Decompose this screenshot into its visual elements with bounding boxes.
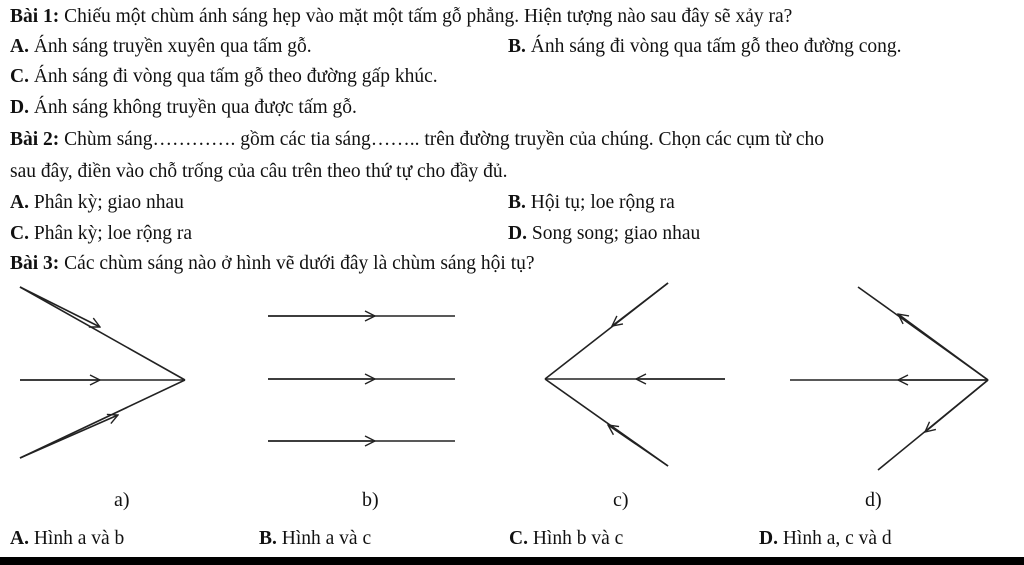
q2-option-a — [10, 190, 184, 216]
q1-title: Bài 1: — [10, 6, 60, 27]
diagram-d-diverging-beam — [790, 287, 988, 470]
q1-option-c-text: Ánh sáng đi vòng qua tấm gỗ theo đường gấp khúc. — [28, 66, 438, 87]
diagram-c-ray-bottom-arrow — [608, 425, 668, 466]
q2-text-line2: sau đây, điền vào chỗ trống của câu trên theo thứ tự cho đầy đủ. — [10, 161, 508, 182]
diagram-d-ray-bottom-arrow — [925, 380, 988, 432]
q3-title: Bài 3: — [10, 253, 60, 274]
q3-text: Các chùm sáng nào ở hình vẽ dưới đây là chùm sáng hội tụ? — [59, 253, 535, 274]
q1-option-b — [508, 34, 902, 60]
q2-stem-line1 — [10, 127, 824, 153]
q2-title: Bài 2: — [10, 129, 60, 150]
q3-option-d-letter: D. — [759, 528, 778, 549]
q1-option-b-letter: B. — [508, 36, 526, 57]
diagram-a-ray-top-arrow — [20, 287, 100, 327]
q2-option-d-letter: D. — [508, 223, 527, 244]
q1-stem — [10, 4, 792, 30]
q3-option-a-text: Hình a và b — [28, 528, 125, 549]
q2-option-d — [508, 221, 700, 247]
q1-option-b-text: Ánh sáng đi vòng qua tấm gỗ theo đường cong. — [525, 36, 902, 57]
q1-option-d — [10, 95, 357, 121]
q1-option-d-letter: D. — [10, 97, 29, 118]
q3-option-b-letter: B. — [259, 528, 277, 549]
q2-option-b-text: Hội tụ; loe rộng ra — [525, 192, 675, 213]
q3-option-c-letter: C. — [509, 528, 528, 549]
caption-c: c) — [613, 489, 629, 511]
q3-option-c-text: Hình b và c — [527, 528, 624, 549]
q2-option-c-text: Phân kỳ; loe rộng ra — [28, 223, 192, 244]
q3-option-d — [759, 527, 892, 551]
q3-option-d-text: Hình a, c và d — [777, 528, 892, 549]
q3-option-c — [509, 527, 623, 551]
caption-a: a) — [114, 489, 130, 511]
diagram-a-ray-top — [20, 287, 185, 380]
q2-option-b-letter: B. — [508, 192, 526, 213]
caption-b: b) — [362, 489, 379, 511]
q2-stem-line2 — [10, 159, 507, 185]
diagram-a-converging-beam — [20, 287, 185, 458]
q1-option-c — [10, 64, 438, 90]
q3-option-a-letter: A. — [10, 528, 29, 549]
q2-option-b — [508, 190, 675, 216]
diagram-b-parallel-beam — [268, 316, 455, 441]
q2-option-a-letter: A. — [10, 192, 29, 213]
q2-text-line1: Chùm sáng…………. gồm các tia sáng…….. trên đường truyền của chúng. Chọn các cụm từ cho — [59, 129, 824, 150]
diagram-a-ray-bottom-arrow — [20, 415, 118, 458]
q2-option-d-text: Song song; giao nhau — [526, 223, 701, 244]
light-beam-diagrams — [0, 272, 1024, 524]
bottom-edge-bar — [0, 557, 1024, 565]
q1-option-d-text: Ánh sáng không truyền qua được tấm gỗ. — [28, 97, 357, 118]
q2-option-c — [10, 221, 192, 247]
q3-option-a — [10, 527, 124, 551]
q1-option-a — [10, 34, 312, 60]
diagram-c-converging-beam — [545, 283, 725, 466]
caption-d: d) — [865, 489, 882, 511]
q1-option-a-letter: A. — [10, 36, 29, 57]
q3-option-b-text: Hình a và c — [276, 528, 372, 549]
q1-option-a-text: Ánh sáng truyền xuyên qua tấm gỗ. — [28, 36, 312, 57]
diagram-d-ray-top-arrow — [898, 314, 988, 380]
q2-option-c-letter: C. — [10, 223, 29, 244]
diagram-c-ray-top-arrow — [612, 283, 668, 326]
q1-option-c-letter: C. — [10, 66, 29, 87]
q3-option-b — [259, 527, 371, 551]
q2-option-a-text: Phân kỳ; giao nhau — [28, 192, 184, 213]
q1-text: Chiếu một chùm ánh sáng hẹp vào mặt một tấm gỗ phẳng. Hiện tượng nào sau đây sẽ xảy ra? — [59, 6, 793, 27]
